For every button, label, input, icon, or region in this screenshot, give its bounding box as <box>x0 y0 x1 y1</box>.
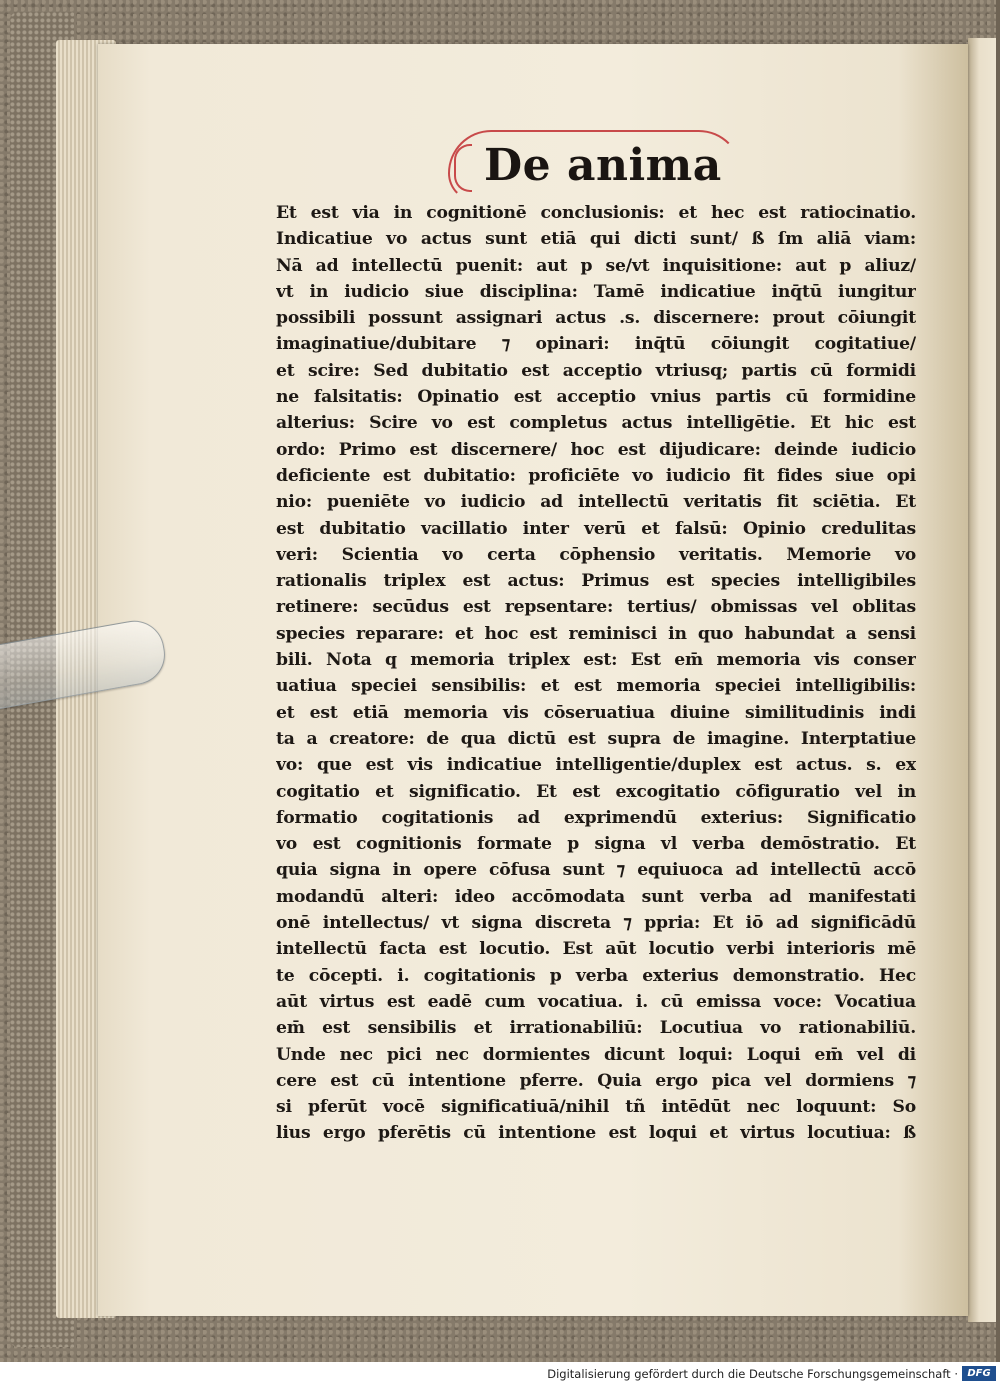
funding-credit: Digitalisierung gefördert durch die Deutsche Forschungsgemeinschaft · <box>547 1367 958 1381</box>
text-line: em̄ est sensibilis et irrationabiliū: Locutiua vo rationabiliū. <box>276 1018 916 1039</box>
text-line: rationalis triplex est actus: Primus est species intelligibiles <box>276 571 916 592</box>
text-column <box>276 200 916 1147</box>
text-line: quia signa in opere cōfusa sunt ⁊ equiuoca ad intellectū accō <box>276 860 916 881</box>
text-line: onē intellectus/ vt signa discreta ⁊ ppria: Et iō ad significādū <box>276 913 916 934</box>
text-line: intellectū facta est locutio. Est aūt locutio verbi interioris mē <box>276 939 916 960</box>
text-line: uatiua speciei sensibilis: et est memoria speciei intelligibilis: <box>276 676 916 697</box>
text-line: species reparare: et hoc est reminisci in quo habundat a sensi <box>276 623 916 644</box>
text-line: modandū alteri: ideo accōmodata sunt verba ad manifestati <box>276 886 916 907</box>
text-line: et scire: Sed dubitatio est acceptio vtriusq; partis cū formidi <box>276 360 916 381</box>
text-line: imaginatiue/dubitare ⁊ opinari: inq̄tū cōiungit cogitatiue/ <box>276 334 916 355</box>
text-line: vt in iudicio siue disciplina: Tamē indicatiue inq̄tū iungitur <box>276 281 916 302</box>
text-line: retinere: secūdus est repsentare: tertius/ obmissas vel oblitas <box>276 597 916 618</box>
right-cover-edge <box>996 0 1000 1362</box>
text-line: lius ergo pferētis cū intentione est loqui et virtus locutiua: ß <box>276 1123 916 1144</box>
footer-bar <box>0 1362 1000 1386</box>
text-line: Unde nec pici nec dormientes dicunt loqui: Loqui em̄ vel di <box>276 1044 916 1065</box>
text-line: possibili possunt assignari actus .s. discernere: prout cōiungit <box>276 308 916 329</box>
heading-block <box>440 130 760 200</box>
text-line: vo: que est vis indicatiue intelligentie/duplex est actus. s. ex <box>276 755 916 776</box>
text-line: ordo: Primo est discernere/ hoc est dijudicare: deinde iudicio <box>276 439 916 460</box>
text-line: est dubitatio vacillatio inter verū et falsū: Opinio credulitas <box>276 518 916 539</box>
text-line: si pferūt vocē significatiuā/nihil tñ intēdūt nec loquunt: So <box>276 1097 916 1118</box>
text-line: cogitatio et significatio. Et est excogitatio cōfiguratio vel in <box>276 781 916 802</box>
text-line: bili. Nota q memoria triplex est: Est em̄ memoria vis conser <box>276 650 916 671</box>
text-line: te cōcepti. i. cogitationis p verba exterius demonstratio. Hec <box>276 965 916 986</box>
text-line: ne falsitatis: Opinatio est acceptio vnius partis cū formidine <box>276 387 916 408</box>
text-line: Nā ad intellectū puenit: aut p se/vt inquisitione: aut p aliuz/ <box>276 255 916 276</box>
text-line: Et est via in cognitionē conclusionis: et hec est ratiocinatio. <box>276 203 916 223</box>
text-line: nio: pueniēte vo iudicio ad intellectū veritatis fit sciētia. Et <box>276 492 916 513</box>
rubric-mark <box>454 144 472 192</box>
text-line: vo est cognitionis formate p signa vl verba demōstratio. Et <box>276 834 916 855</box>
text-line: ta a creatore: de qua dictū est supra de imagine. Interptatiue <box>276 728 916 749</box>
text-line: deficiente est dubitatio: proficiēte vo iudicio fit fides siue opi <box>276 465 916 486</box>
text-line: et est etiā memoria vis cōseruatiua diuine similitudinis indi <box>276 702 916 723</box>
page-heading: De anima <box>484 140 722 191</box>
text-line: Indicatiue vo actus sunt etiā qui dicti sunt/ ß ſm aliā viam: <box>276 229 916 250</box>
text-line: formatio cogitationis ad exprimendū exterius: Significatio <box>276 807 916 828</box>
text-line: veri: Scientia vo certa cōphensio veritatis. Memorie vo <box>276 544 916 565</box>
text-line: aūt virtus est eadē cum vocatiua. i. cū emissa voce: Vocatiua <box>276 991 916 1012</box>
text-line: cere est cū intentione pferre. Quia ergo pica vel dormiens ⁊ <box>276 1070 916 1091</box>
text-line: alterius: Scire vo est completus actus intelligētie. Et hic est <box>276 413 916 434</box>
dfg-logo: DFG <box>962 1366 996 1381</box>
